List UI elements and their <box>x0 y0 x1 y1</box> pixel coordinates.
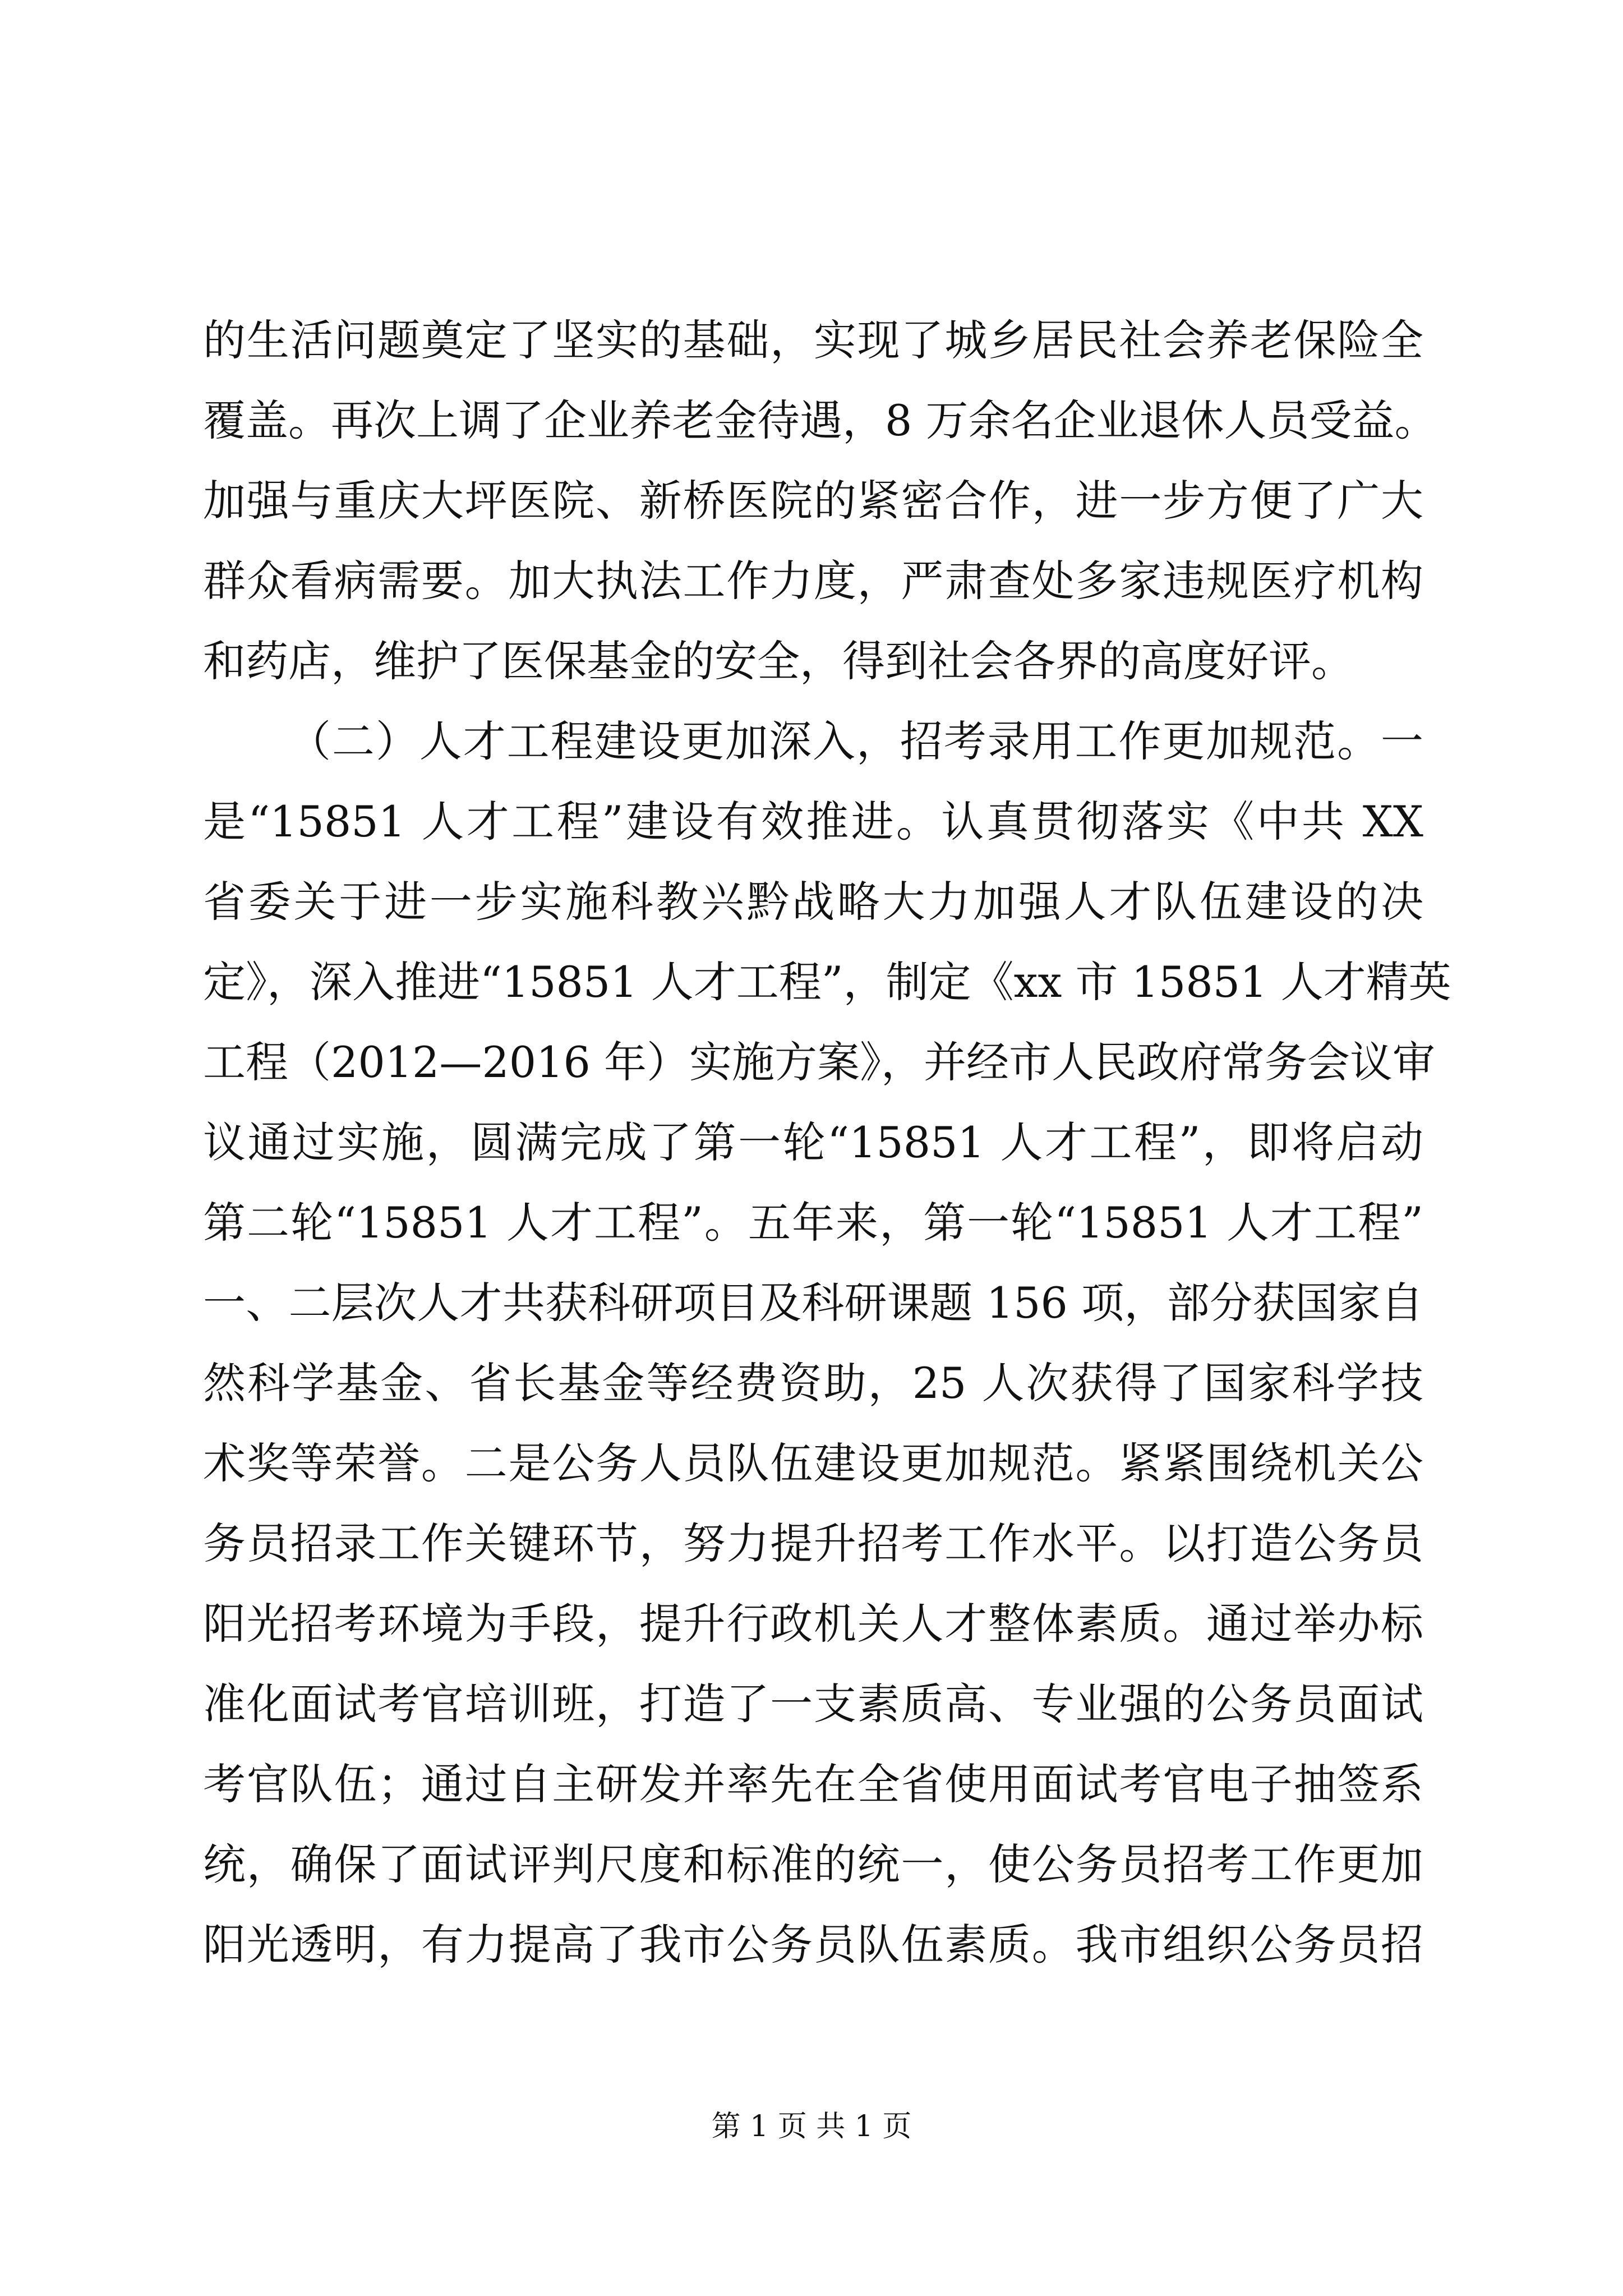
text-line: 加强与重庆大坪医院、新桥医院的紧密合作，进一步方便了广大 <box>203 476 1423 526</box>
text-line: 工程（2012—2016 年）实施方案》，并经市人民政府常务会议审 <box>203 1037 1435 1087</box>
page-footer: 第 1 页 共 1 页 <box>711 2110 912 2143</box>
text-line: 省委关于进一步实施科教兴黔战略大力加强人才队伍建设的决 <box>203 877 1423 927</box>
text-line: 然科学基金、省长基金等经费资助，25 人次获得了国家科学技 <box>203 1358 1423 1408</box>
text-line: 一、二层次人才共获科研项目及科研课题 156 项，部分获国家自 <box>203 1278 1423 1328</box>
text-line: 议通过实施，圆满完成了第一轮“15851 人才工程”，即将启动 <box>203 1117 1423 1167</box>
text-line: 和药店，维护了医保基金的安全，得到社会各界的高度好评。 <box>203 636 1354 686</box>
text-line: 第二轮“15851 人才工程”。五年来，第一轮“15851 人才工程” <box>203 1198 1423 1248</box>
text-line: 考官队伍；通过自主研发并率先在全省使用面试考官电子抽签系 <box>203 1759 1423 1809</box>
document-body <box>203 300 1451 1985</box>
text-line: 定》，深入推进“15851 人才工程”，制定《xx 市 15851 人才精英 <box>203 957 1451 1007</box>
text-line: 阳光透明，有力提高了我市公务员队伍素质。我市组织公务员招 <box>203 1920 1423 1970</box>
text-line: 覆盖。再次上调了企业养老金待遇，8 万余名企业退休人员受益。 <box>203 395 1437 445</box>
text-line: 的生活问题奠定了坚实的基础，实现了城乡居民社会养老保险全 <box>203 315 1423 365</box>
text-line: （二）人才工程建设更加深入，招考录用工作更加规范。一 <box>288 716 1423 766</box>
text-line: 是“15851 人才工程”建设有效推进。认真贯彻落实《中共 XX <box>203 797 1423 846</box>
text-line: 术奖等荣誉。二是公务人员队伍建设更加规范。紧紧围绕机关公 <box>203 1438 1423 1488</box>
text-line: 准化面试考官培训班，打造了一支素质高、专业强的公务员面试 <box>203 1679 1423 1729</box>
text-line: 务员招录工作关键环节，努力提升招考工作水平。以打造公务员 <box>203 1519 1423 1568</box>
text-line: 阳光招考环境为手段，提升行政机关人才整体素质。通过举办标 <box>203 1599 1423 1649</box>
text-line: 统，确保了面试评判尺度和标准的统一，使公务员招考工作更加 <box>203 1839 1423 1889</box>
text-line: 群众看病需要。加大执法工作力度，严肃查处多家违规医疗机构 <box>203 556 1423 606</box>
